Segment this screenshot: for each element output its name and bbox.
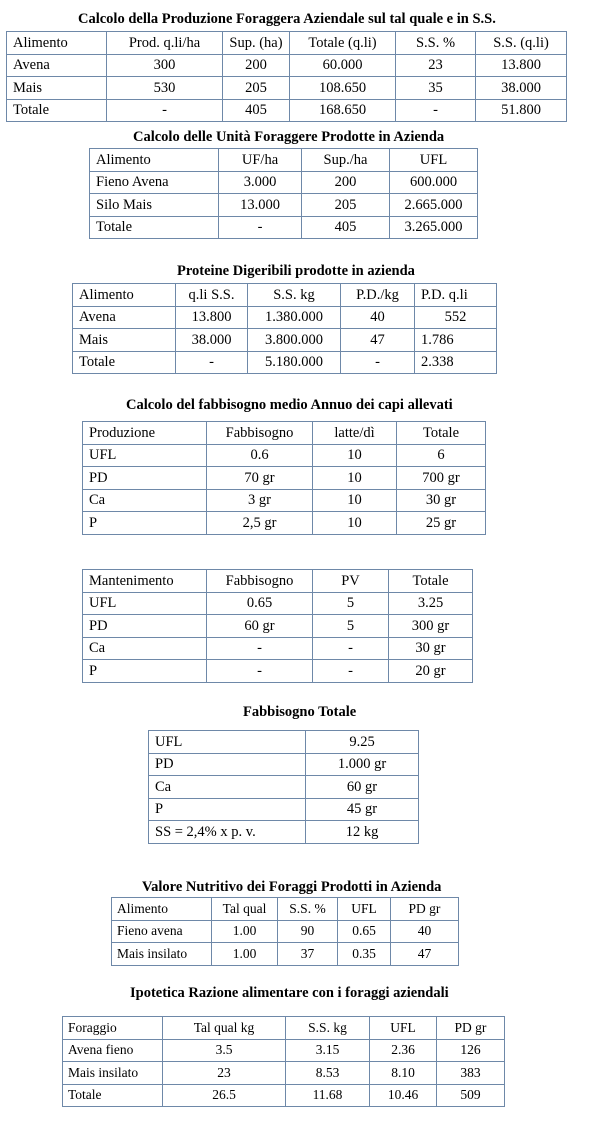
table-row (149, 776, 419, 799)
table-cell: - (207, 660, 313, 683)
table-cell: 0.65 (207, 592, 313, 615)
header-cell: PV (313, 570, 389, 593)
header-cell: Totale (q.li) (290, 32, 396, 55)
table-cell: 405 (302, 216, 390, 239)
table-cell: Ca (149, 776, 306, 799)
table-row (90, 194, 478, 217)
table-cell: 23 (396, 54, 476, 77)
table-cell: 13.800 (176, 306, 248, 329)
table-cell: PD (83, 467, 207, 490)
table-cell: 3.800.000 (248, 329, 341, 352)
table-proteine-digeribili (72, 283, 497, 374)
table-cell: 2.36 (370, 1039, 437, 1062)
header-cell: UF/ha (219, 149, 302, 172)
table-cell: 10.46 (370, 1084, 437, 1107)
table-cell: 552 (415, 306, 497, 329)
header-cell: Tal qual kg (163, 1017, 286, 1040)
table-cell: 3.15 (286, 1039, 370, 1062)
table-cell: 9.25 (306, 731, 419, 754)
table-cell: Avena fieno (63, 1039, 163, 1062)
table-cell: 10 (313, 489, 397, 512)
header-cell: Mantenimento (83, 570, 207, 593)
table-cell: 1.00 (212, 943, 278, 966)
table-cell: Ca (83, 637, 207, 660)
table-cell: UFL (83, 444, 207, 467)
table-cell: - (176, 351, 248, 374)
table-cell: 12 kg (306, 821, 419, 844)
table-cell: - (107, 99, 223, 122)
table-row (83, 592, 473, 615)
table-row-total (73, 351, 497, 374)
table-cell: PD (149, 753, 306, 776)
table-cell: 700 gr (397, 467, 486, 490)
title-razione-alimentare: Ipotetica Razione alimentare con i foraggi aziendali (130, 985, 449, 1001)
header-cell: S.S. kg (248, 284, 341, 307)
header-cell: UFL (338, 898, 391, 921)
table-row (73, 306, 497, 329)
title-proteine-digeribili: Proteine Digeribili prodotte in azienda (177, 263, 415, 279)
table-cell: 23 (163, 1062, 286, 1085)
table-cell: P (149, 798, 306, 821)
table-produzione-foraggera (6, 31, 567, 122)
header-cell: Alimento (73, 284, 176, 307)
table-header-row (63, 1017, 505, 1040)
table-cell: 5.180.000 (248, 351, 341, 374)
table-row (149, 731, 419, 754)
table-cell: 300 gr (389, 615, 473, 638)
table-cell: Totale (90, 216, 219, 239)
table-cell: 2.665.000 (390, 194, 478, 217)
table-cell: 60.000 (290, 54, 396, 77)
table-cell: Ca (83, 489, 207, 512)
table-row (63, 1039, 505, 1062)
table-cell: Mais (7, 77, 107, 100)
header-cell: S.S. kg (286, 1017, 370, 1040)
table-cell: Fieno avena (112, 920, 212, 943)
table-fabbisogno-totale (148, 730, 419, 844)
table-cell: Totale (7, 99, 107, 122)
table-cell: 2,5 gr (207, 512, 313, 535)
header-cell: Tal qual (212, 898, 278, 921)
table-row (90, 171, 478, 194)
table-cell: 26.5 (163, 1084, 286, 1107)
header-cell: Totale (389, 570, 473, 593)
title-fabbisogno-medio: Calcolo del fabbisogno medio Annuo dei capi allevati (126, 397, 453, 413)
table-cell: Avena (7, 54, 107, 77)
table-cell: 25 gr (397, 512, 486, 535)
table-cell: 3.5 (163, 1039, 286, 1062)
header-cell: P.D. q.li (415, 284, 497, 307)
table-cell: 60 gr (207, 615, 313, 638)
table-cell: - (207, 637, 313, 660)
table-row-total (90, 216, 478, 239)
table-cell: 405 (223, 99, 290, 122)
header-cell: Totale (397, 422, 486, 445)
table-header-row (90, 149, 478, 172)
table-cell: 35 (396, 77, 476, 100)
title-produzione-foraggera: Calcolo della Produzione Foraggera Aziendale sul tal quale e in S.S. (78, 11, 496, 27)
header-cell: Foraggio (63, 1017, 163, 1040)
table-cell: 5 (313, 592, 389, 615)
title-fabbisogno-totale: Fabbisogno Totale (243, 704, 357, 720)
table-row (112, 943, 459, 966)
table-cell: 8.10 (370, 1062, 437, 1085)
table-cell: 13.800 (476, 54, 567, 77)
table-cell: Silo Mais (90, 194, 219, 217)
table-cell: 0.6 (207, 444, 313, 467)
table-cell: UFL (83, 592, 207, 615)
table-row (83, 660, 473, 683)
header-cell: Sup. (ha) (223, 32, 290, 55)
table-cell: 8.53 (286, 1062, 370, 1085)
header-cell: PD gr (391, 898, 459, 921)
table-cell: 168.650 (290, 99, 396, 122)
table-cell: 6 (397, 444, 486, 467)
header-cell: S.S. (q.li) (476, 32, 567, 55)
table-cell: 13.000 (219, 194, 302, 217)
table-header-row (83, 570, 473, 593)
table-cell: P (83, 660, 207, 683)
table-row (83, 467, 486, 490)
table-cell: 200 (223, 54, 290, 77)
table-cell: 200 (302, 171, 390, 194)
table-cell: 70 gr (207, 467, 313, 490)
table-cell: 126 (437, 1039, 505, 1062)
header-cell: UFL (370, 1017, 437, 1040)
table-cell: - (313, 637, 389, 660)
table-header-row (73, 284, 497, 307)
table-cell: Fieno Avena (90, 171, 219, 194)
table-cell: 47 (341, 329, 415, 352)
header-cell: Fabbisogno (207, 422, 313, 445)
table-cell: UFL (149, 731, 306, 754)
table-cell: - (219, 216, 302, 239)
table-cell: 38.000 (476, 77, 567, 100)
table-header-row (7, 32, 567, 55)
header-cell: Sup./ha (302, 149, 390, 172)
table-cell: 45 gr (306, 798, 419, 821)
table-cell: 11.68 (286, 1084, 370, 1107)
header-cell: q.li S.S. (176, 284, 248, 307)
table-cell: 383 (437, 1062, 505, 1085)
table-cell: 37 (278, 943, 338, 966)
table-fabbisogno-produzione (82, 421, 486, 535)
header-cell: Alimento (7, 32, 107, 55)
table-row (63, 1062, 505, 1085)
table-cell: 1.786 (415, 329, 497, 352)
table-row (149, 821, 419, 844)
table-fabbisogno-mantenimento (82, 569, 473, 683)
table-cell: Avena (73, 306, 176, 329)
table-cell: 3.000 (219, 171, 302, 194)
table-cell: 300 (107, 54, 223, 77)
table-cell: Totale (73, 351, 176, 374)
table-row (149, 798, 419, 821)
table-header-row (112, 898, 459, 921)
table-cell: 47 (391, 943, 459, 966)
table-cell: 40 (341, 306, 415, 329)
table-cell: P (83, 512, 207, 535)
header-cell: PD gr (437, 1017, 505, 1040)
table-row-total (7, 99, 567, 122)
header-cell: Alimento (90, 149, 219, 172)
table-cell: 509 (437, 1084, 505, 1107)
table-cell: 30 gr (389, 637, 473, 660)
table-header-row (83, 422, 486, 445)
table-cell: - (341, 351, 415, 374)
table-cell: 3.25 (389, 592, 473, 615)
table-cell: 10 (313, 512, 397, 535)
table-cell: Mais insilato (112, 943, 212, 966)
table-cell: 0.35 (338, 943, 391, 966)
header-cell: S.S. % (396, 32, 476, 55)
table-cell: - (396, 99, 476, 122)
table-row (83, 512, 486, 535)
table-valore-nutritivo (111, 897, 459, 966)
table-cell: 60 gr (306, 776, 419, 799)
header-cell: latte/dì (313, 422, 397, 445)
table-row (83, 615, 473, 638)
table-row (7, 54, 567, 77)
header-cell: Alimento (112, 898, 212, 921)
table-razione-alimentare (62, 1016, 505, 1107)
table-unita-foraggere (89, 148, 478, 239)
table-row (7, 77, 567, 100)
table-row (83, 637, 473, 660)
table-cell: 10 (313, 467, 397, 490)
table-cell: 3.265.000 (390, 216, 478, 239)
table-row (112, 920, 459, 943)
table-cell: 3 gr (207, 489, 313, 512)
header-cell: UFL (390, 149, 478, 172)
table-cell: 40 (391, 920, 459, 943)
table-cell: 600.000 (390, 171, 478, 194)
table-cell: Mais insilato (63, 1062, 163, 1085)
table-row (73, 329, 497, 352)
table-cell: 0.65 (338, 920, 391, 943)
header-cell: P.D./kg (341, 284, 415, 307)
table-cell: 90 (278, 920, 338, 943)
header-cell: Prod. q.li/ha (107, 32, 223, 55)
header-cell: S.S. % (278, 898, 338, 921)
table-cell: 530 (107, 77, 223, 100)
table-cell: 38.000 (176, 329, 248, 352)
table-cell: PD (83, 615, 207, 638)
table-cell: 20 gr (389, 660, 473, 683)
table-cell: 51.800 (476, 99, 567, 122)
table-row (83, 489, 486, 512)
table-cell: 30 gr (397, 489, 486, 512)
header-cell: Produzione (83, 422, 207, 445)
table-cell: 1.380.000 (248, 306, 341, 329)
table-cell: - (313, 660, 389, 683)
table-row-total (63, 1084, 505, 1107)
table-cell: 10 (313, 444, 397, 467)
table-cell: Totale (63, 1084, 163, 1107)
table-cell: 2.338 (415, 351, 497, 374)
table-cell: SS = 2,4% x p. v. (149, 821, 306, 844)
table-row (149, 753, 419, 776)
table-cell: 108.650 (290, 77, 396, 100)
header-cell: Fabbisogno (207, 570, 313, 593)
title-unita-foraggere: Calcolo delle Unità Foraggere Prodotte in Azienda (133, 129, 445, 145)
title-valore-nutritivo: Valore Nutritivo dei Foraggi Prodotti in Azienda (142, 879, 442, 895)
table-cell: 1.000 gr (306, 753, 419, 776)
table-cell: Mais (73, 329, 176, 352)
table-cell: 5 (313, 615, 389, 638)
table-cell: 205 (223, 77, 290, 100)
table-cell: 205 (302, 194, 390, 217)
table-cell: 1.00 (212, 920, 278, 943)
table-row (83, 444, 486, 467)
